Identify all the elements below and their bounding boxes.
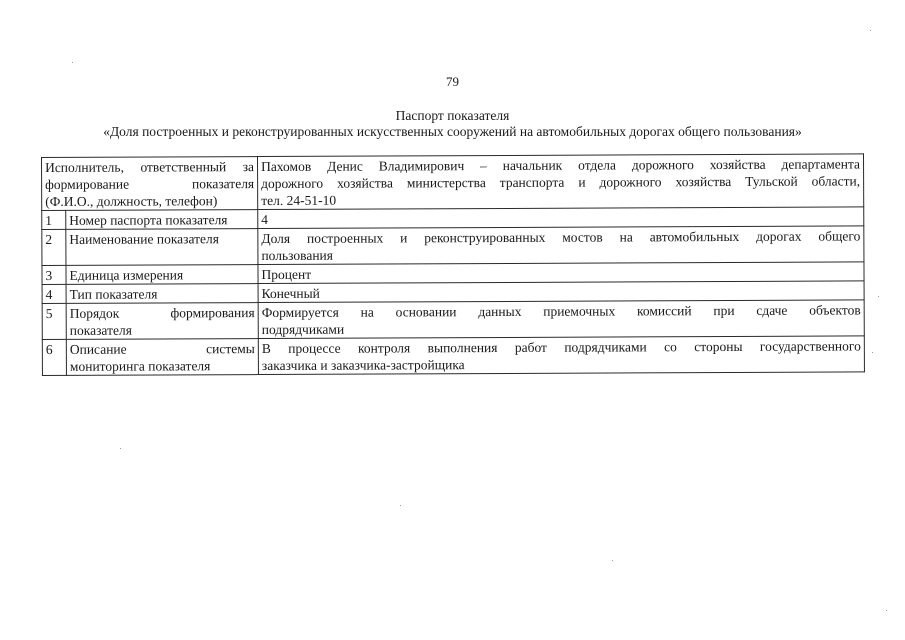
row-name-line-2: мониторинга показателя — [69, 358, 211, 374]
row-name-cell — [66, 303, 258, 340]
row-value-line-1: В процессе контроля выполнения работ подрядчиками со стороны государственного — [261, 338, 861, 357]
row-name-cell — [66, 339, 258, 376]
row-number: 1 — [42, 210, 66, 229]
executor-label-cell — [42, 157, 258, 211]
row-value: 4 — [261, 212, 269, 228]
row-name: Номер паспорта показателя — [69, 212, 228, 228]
indicator-passport-table — [41, 153, 865, 376]
executor-label-line-3: (Ф.И.О., должность, телефон) — [45, 193, 218, 209]
table-row — [42, 300, 864, 340]
executor-value-line-3: тел. 24-51-10 — [261, 192, 337, 209]
executor-value-line-1: Пахомов Денис Владимирович – начальник отдела дорожного хозяйства департамента — [261, 156, 861, 175]
scan-speck — [400, 505, 401, 506]
row-value-cell — [258, 300, 864, 339]
executor-value-cell — [258, 154, 864, 210]
row-value-line-1: Доля построенных и реконструированных мостов на автомобильных дорогах общего — [261, 228, 861, 247]
row-value-cell — [258, 226, 864, 265]
row-name-cell — [66, 229, 258, 266]
row-value-cell — [258, 281, 864, 303]
row-value: Конечный — [261, 285, 320, 302]
table-row — [42, 226, 864, 266]
table-row — [42, 336, 864, 376]
scan-speck — [870, 30, 871, 31]
row-number: 4 — [42, 284, 66, 303]
row-number: 6 — [42, 339, 66, 375]
row-name-line-1: Порядок формирования — [69, 305, 255, 321]
row-value-cell — [258, 262, 864, 284]
executor-label-line-1: Исполнитель, ответственный за — [45, 159, 255, 175]
row-name: Наименование показателя — [69, 231, 220, 247]
row-name-cell — [66, 284, 258, 304]
row-name-cell — [66, 210, 258, 230]
row-value-line-2: пользования — [261, 247, 334, 264]
row-value-cell — [258, 207, 864, 229]
scan-speck — [612, 560, 613, 561]
row-value-line-2: подрядчиками — [261, 321, 345, 338]
scan-speck — [120, 448, 121, 449]
scan-speck — [886, 610, 887, 611]
row-value-line-2: заказчика и заказчика-застройщика — [261, 357, 465, 374]
document-title: Паспорт показателя — [395, 108, 510, 123]
row-value-cell — [258, 336, 864, 375]
row-value: Процент — [261, 266, 312, 283]
row-name-line-2: показателя — [69, 322, 132, 338]
scan-speck — [872, 352, 873, 353]
executor-label-line-2: формирование показателя — [45, 176, 255, 192]
row-name: Единица измерения — [69, 267, 184, 283]
row-name: Тип показателя — [69, 286, 158, 302]
row-name-cell — [66, 265, 258, 285]
document-subtitle: «Доля построенных и реконструированных искусственных сооружений на автомобильных дорогах общего пользования» — [103, 124, 802, 139]
page-number: 79 — [446, 74, 459, 89]
row-value-line-1: Формируется на основании данных приемочных комиссий при сдаче объектов — [261, 302, 861, 321]
scan-speck — [72, 62, 73, 63]
scan-speck — [878, 296, 879, 297]
executor-value-line-2: дорожного хозяйства министерства транспорта и дорожного хозяйства Тульской области, — [261, 173, 861, 192]
row-number: 5 — [42, 303, 66, 339]
executor-row — [42, 154, 864, 211]
row-number: 2 — [42, 229, 66, 265]
row-number: 3 — [42, 265, 66, 284]
row-name-line-1: Описание системы — [69, 341, 255, 357]
